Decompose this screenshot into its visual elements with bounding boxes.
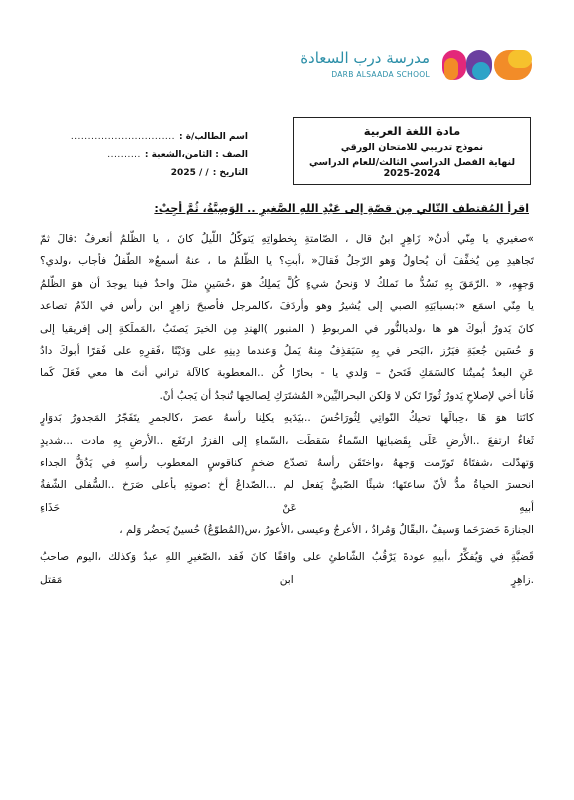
term-title: لنهاية الفصل الدراسي الثالث/للعام الدراسي 2024-2025 — [308, 157, 516, 179]
student-name-field[interactable]: ............................... — [70, 132, 176, 142]
text-line: وَ حُسَين جُعبَةِ فيَرُز ،البَحر في بِهِ سَيَقذِفُ مِنهُ يَملُ وَعندما دِينِهِ على وَدَيْنًا ،فَقرِهِ على فَقرًا أبوكَ دادُ — [40, 344, 534, 357]
student-grade-row — [48, 146, 248, 164]
paragraph-1 — [40, 228, 534, 407]
text-line: كانَتا هوَ هَا ،حِبالَها تحيكُ النّواتِي لِثُورَاحُسَ ..بيَدَيهِ يكلِنا رأسهُ عصرَ ،كالجمرِ يتَفَجّرُ المَجدورُ بَدوَارٍ — [40, 412, 534, 425]
text-line: وَجهِهِ، « .الرّمَقَ بِهِ نَسُدُّ ما نَملكُ لا وَنحنُ شيءٍ كُلَّ يَملِكُ هوَ ،حُسَينٍ مثلَ واحدٌ فينا يوجدَ أن هوَ الظّلمُ — [40, 277, 534, 290]
story-text — [40, 228, 534, 614]
text-line: .زاهِرٍ ابن مَقتل — [40, 573, 534, 586]
paragraph-2 — [40, 407, 534, 541]
student-grade-label: الصف : الثامن،الشعبة : — [144, 150, 248, 160]
instruction-heading: اقرأ المُقتطف التّالي مِن قصّةِ إلى عَبْدِ اللهِ الصَّغيرِ .. الوَصِيَّةُ، ثُمَّ أجِبْ: — [154, 202, 529, 215]
text-line — [40, 591, 534, 613]
school-logo-icon — [442, 48, 534, 82]
text-line: وَتهدّلت ،شفتَاهُ تَورّمت وَجههُ ،واختَقَن رأسهُ تصدّع ضخمٍ كناقوسٍ المعطوب رأسهِ في يَدُقُّ الجداء — [40, 456, 534, 469]
subject-title: مادة اللغة العربية — [363, 124, 461, 138]
text-line: فَأنا أخي لإصلاحِ يَدورُ ثُورًا تَكن لا وَلكن البحراليِّين« المُشتَرَكِ لِصالحِها تُنجدُ أن يَجبُ أنْ. — [159, 389, 534, 402]
exam-header-box — [293, 117, 531, 185]
text-line: الجنازةَ حَضرَحَما وَسيفٌ ،البقّالُ وَمُرادُ ، الأعرجُ وعيسى ،الأعورُ ،س(المُطوّعُ) حُسينٌ يَحضُر وَلم ، — [119, 524, 534, 537]
student-info — [48, 128, 248, 182]
text-line: قَضيَّةِ في وَيُفكِّرُ ،أبيهِ عودةَ يَرْقُبُ الشّاطئِ على واقفًا كانَ فَقد ،الصّغيرِ اللهِ عبدُ وَكذلك ،اليوم صاحبُ — [40, 551, 534, 564]
school-logo — [300, 46, 534, 86]
date-label: التاريخ : — [212, 168, 248, 178]
text-line: عَنِ البعدُ يُميتُنا كالسَمَكِ فَنَحنُ – وَلدي يا - بحارًا كُن ..المعطوبة كالآلة تراني أنتَ ها معي فَعَلَ كَما — [40, 367, 534, 380]
school-name-arabic: مدرسة درب السعادة — [300, 49, 430, 67]
text-line: كانَ يَدورُ أبوكَ هو ها ،ولديالنُّور في المربوطِ ( المنبور )الهندِ مِن الخيرَ يَصنَبُ ،المَملَكةِ إلى إفريقيا إلى — [40, 322, 534, 335]
text-line: أبيهِ عَنْ حَذَاءِ — [40, 501, 534, 514]
text-line: انحسرَ الحياةُ مدُّ لأنّ ساعتَها؛ شيئًا الصّبيُّ يَفعل لم ...الصّداعُ أخ :صوتِهِ بأعلى صَرَخ ..السُّفلى الشّفةُ — [40, 479, 534, 492]
exam-model-title: نموذج تدريبي للامتحان الورقي — [340, 142, 484, 153]
text-line: »صغيري يا مِنّي أدنُ« زَاهِرٍ ابنُ قال ، الصّامتةِ بِخطواتِهِ يَتوكّلُ اللّيلُ كانَ ، يا الظّلمُ أتعرفُ :قالَ ثمّ — [40, 233, 534, 245]
school-name-english: DARB ALSAADA SCHOOL — [331, 70, 430, 79]
paragraph-3 — [40, 546, 534, 613]
text-line: يا مِنّي اسمَع «:بسبابَتِهِ الصبي إلى يُشيرُ وهو وأردَفَ ،كالمرجل فأصبحَ زاهِرٍ ابن رأس في الدّمُ تصاعد — [40, 300, 534, 313]
date-field[interactable]: / / 2025 — [170, 168, 209, 178]
text-line: تَجاهيدِ مِن يُخفِّفَ أن يُحاولُ وَهو الرّجلُ فَقالَ« ،أبتِ؟ يا الظّلمُ ما ، عنهُ أسمعُ« الطّفلُ فأجاب ،ولدي؟ — [40, 255, 534, 268]
student-section-field[interactable]: .......... — [107, 150, 141, 160]
student-name-row — [48, 128, 248, 146]
student-name-label: اسم الطالب/ة : — [179, 132, 248, 142]
student-date-row — [48, 164, 248, 182]
text-line: ثَغاءٌ ارتفعَ ..الأرضِ عَلَى بِقَضبانِها السّماءُ سَقطَت ،السّماءِ إلى الفزرُ ارتَفَع ..الأرضِ بِهِ مادت ...شديدٍ — [40, 434, 534, 447]
